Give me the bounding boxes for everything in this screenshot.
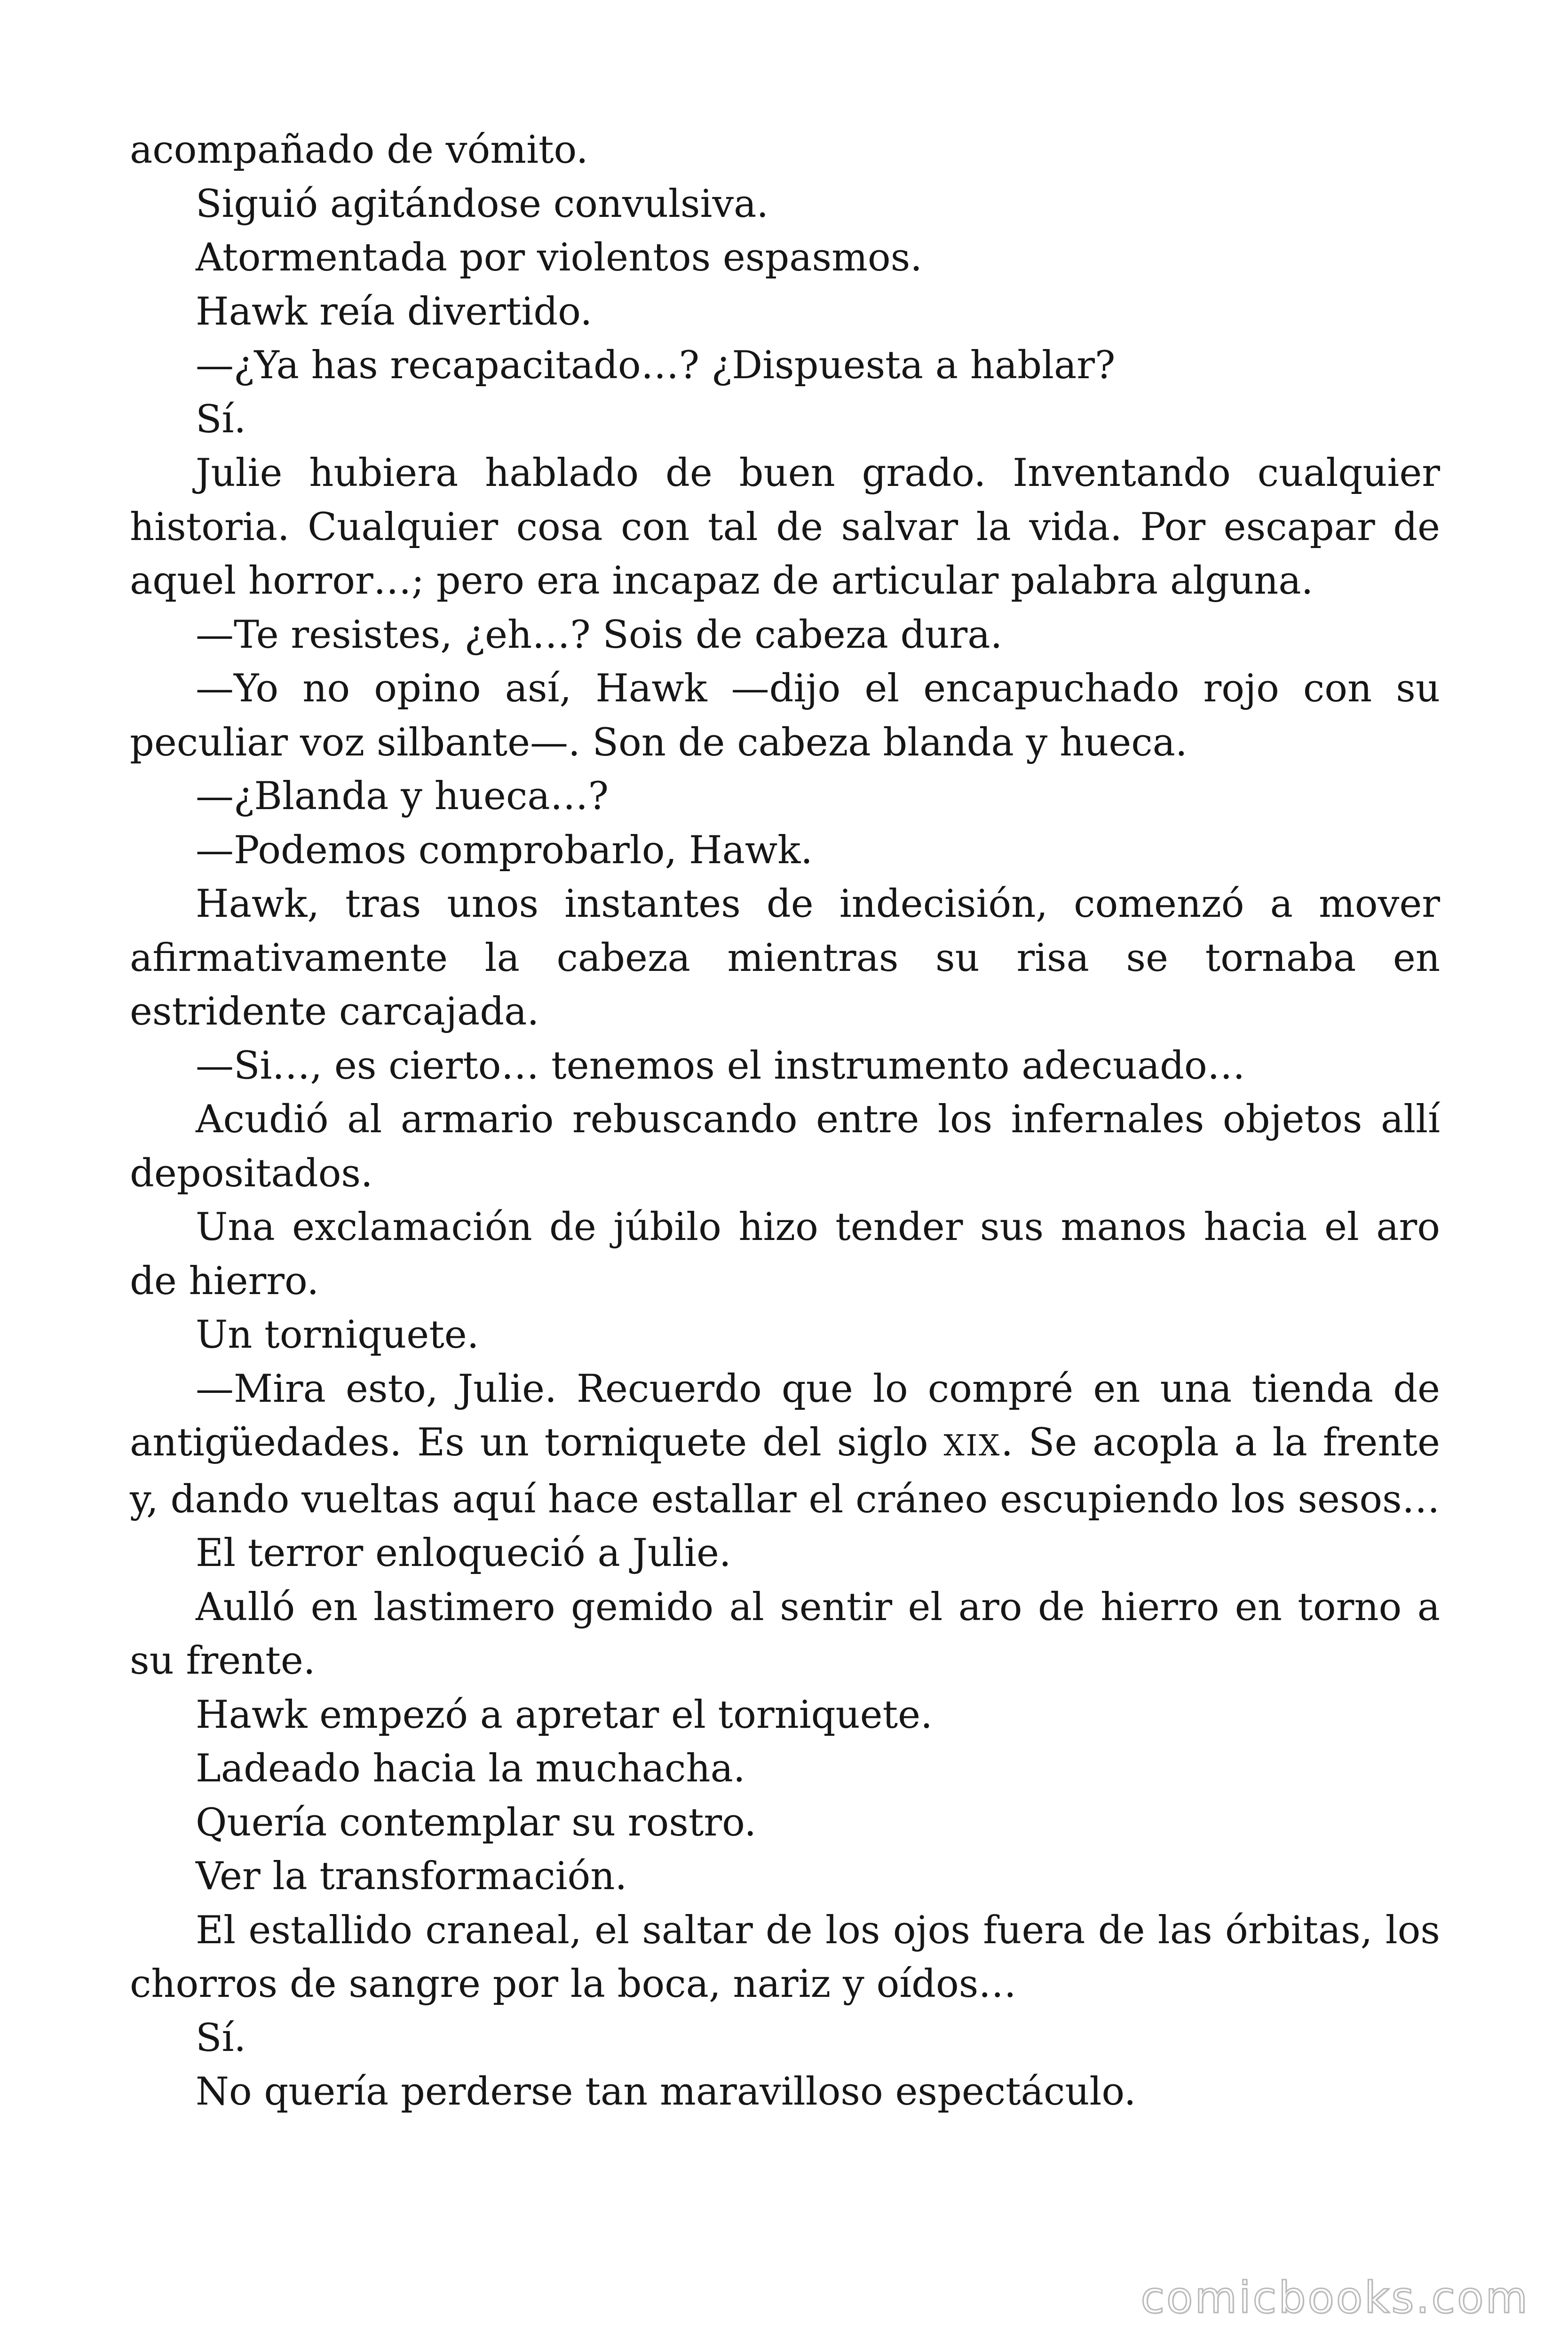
dialogue-paragraph: —¿Blanda y hueca…? — [196, 774, 609, 818]
paragraph: No quería perderse tan maravilloso espectáculo. — [196, 2070, 1136, 2114]
paragraph: Quería contemplar su rostro. — [196, 1800, 757, 1845]
book-page-text — [130, 123, 1440, 2119]
dialogue-paragraph: —Te resistes, ¿eh…? Sois de cabeza dura. — [196, 612, 1003, 657]
roman-numeral-century: XIX — [943, 1428, 1001, 1462]
paragraph: Aulló en lastimero gemido al sentir el aro de hierro en torno a su frente. — [130, 1585, 1440, 1683]
dialogue-paragraph: —¿Ya has recapacitado…? ¿Dispuesta a hablar? — [196, 343, 1116, 388]
text-run: . Se acopla a la frente y, dando vueltas aquí hace estallar el cráneo escupiendo los sesos… — [130, 1421, 1440, 1522]
paragraph: El terror enloqueció a Julie. — [196, 1531, 731, 1575]
paragraph: Un torniquete. — [196, 1313, 479, 1357]
paragraph: acompañado de vómito. — [130, 128, 588, 172]
paragraph: El estallido craneal, el saltar de los ojos fuera de las órbitas, los chorros de sangre por la boca, nariz y oídos… — [130, 1908, 1440, 2006]
paragraph: Siguió agitándose convulsiva. — [196, 182, 769, 226]
paragraph: Sí. — [196, 2016, 246, 2060]
dialogue-paragraph: —Yo no opino así, Hawk —dijo el encapuchado rojo con su peculiar voz silbante—. Son de cabeza blanda y hueca. — [130, 667, 1440, 765]
paragraph: Una exclamación de júbilo hizo tender sus manos hacia el aro de hierro. — [130, 1205, 1440, 1303]
dialogue-paragraph — [130, 1362, 1440, 1527]
paragraph: Hawk reía divertido. — [196, 289, 593, 334]
paragraph: Acudió al armario rebuscando entre los infernales objetos allí depositados. — [130, 1097, 1440, 1196]
dialogue-paragraph: —Podemos comprobarlo, Hawk. — [196, 828, 813, 873]
paragraph: Julie hubiera hablado de buen grado. Inventando cualquier historia. Cualquier cosa con tal de salvar la vida. Por escapar de aquel horror…; pero era incapaz de articular palabra alguna. — [130, 451, 1440, 603]
dialogue-paragraph: —Si…, es cierto… tenemos el instrumento adecuado… — [196, 1043, 1245, 1088]
text-run: —Mira esto, Julie. Recuerdo que lo compré en una tienda de antigüedades. Es un torniquete del siglo — [130, 1367, 1440, 1465]
watermark: comicbooks.com — [1140, 2273, 1529, 2323]
paragraph: Ver la transformación. — [196, 1854, 627, 1899]
paragraph: Hawk empezó a apretar el torniquete. — [196, 1692, 933, 1737]
paragraph: Sí. — [196, 397, 246, 442]
paragraph: Atormentada por violentos espasmos. — [196, 236, 923, 280]
paragraph: Hawk, tras unos instantes de indecisión, comenzó a mover afirmativamente la cabeza mientras su risa se tornaba en estridente carcajada. — [130, 882, 1440, 1034]
paragraph: Ladeado hacia la muchacha. — [196, 1747, 745, 1791]
